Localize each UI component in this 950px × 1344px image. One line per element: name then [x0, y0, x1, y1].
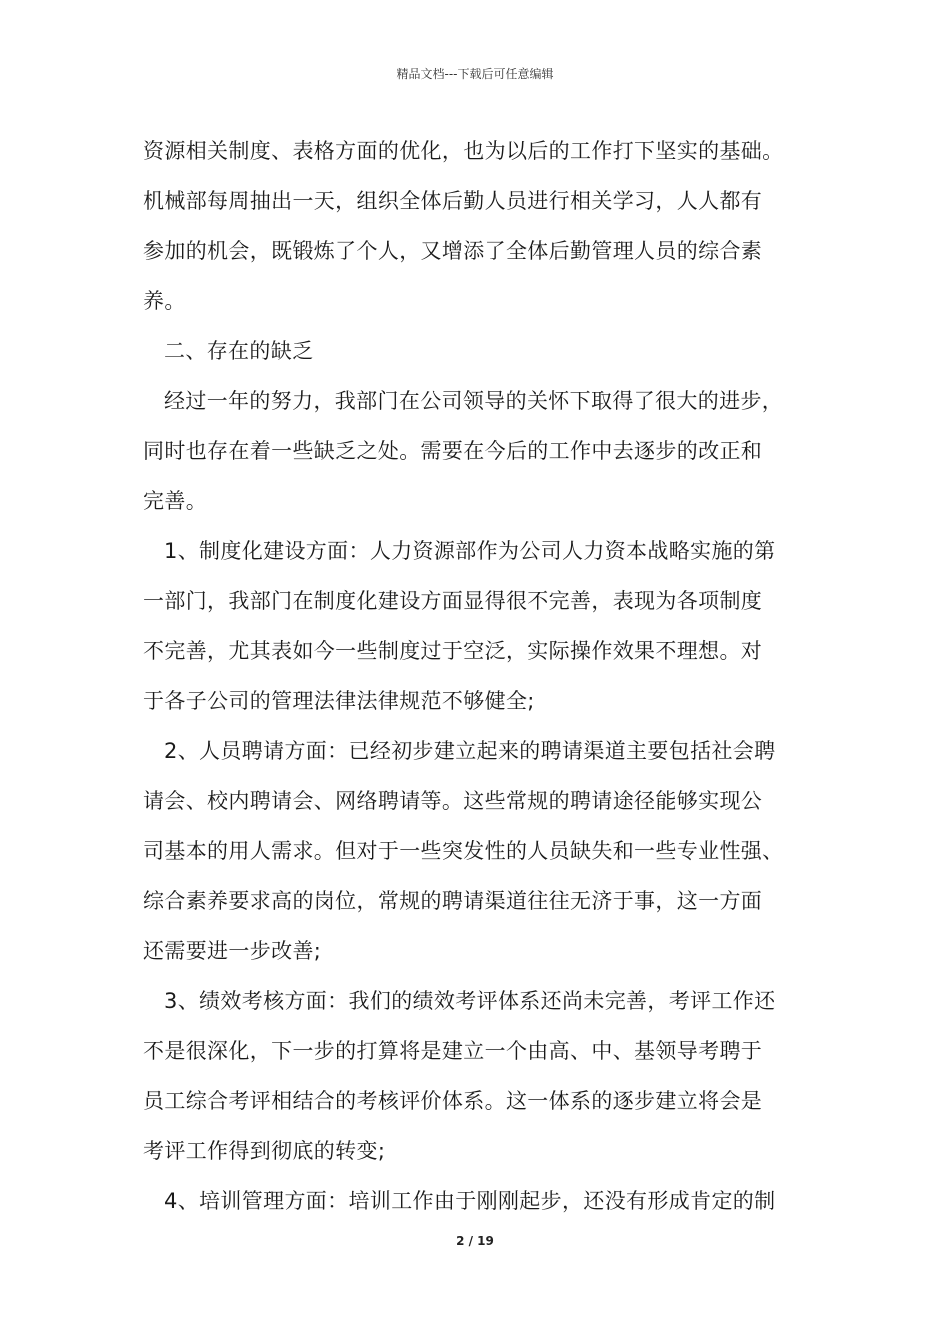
- list-item-start: 2、人员聘请方面：已经初步建立起来的聘请渠道主要包括社会聘: [164, 739, 776, 763]
- text-line: 不完善，尤其表如今一些制度过于空泛，实际操作效果不理想。对: [143, 639, 763, 663]
- text-line: 经过一年的努力，我部门在公司领导的关怀下取得了很大的进步，: [164, 389, 784, 413]
- section-heading: 二、存在的缺乏: [164, 339, 314, 363]
- text-line: 于各子公司的管理法律法律规范不够健全;: [143, 689, 535, 713]
- list-item-start: 1、制度化建设方面：人力资源部作为公司人力资本战略实施的第: [164, 539, 776, 563]
- text-line: 资源相关制度、表格方面的优化，也为以后的工作打下坚实的基础。: [143, 139, 784, 163]
- page-header: 精品文档---下载后可任意编辑: [396, 67, 554, 81]
- text-line: 不是很深化，下一步的打算将是建立一个由高、中、基领导考聘于: [143, 1039, 763, 1063]
- list-item-start: 3、绩效考核方面：我们的绩效考评体系还尚未完善，考评工作还: [164, 989, 776, 1013]
- text-line: 请会、校内聘请会、网络聘请等。这些常规的聘请途径能够实现公: [143, 789, 763, 813]
- page-number: 2 / 19: [456, 1234, 494, 1248]
- text-line: 司基本的用人需求。但对于一些突发性的人员缺失和一些专业性强、: [143, 839, 784, 863]
- text-line: 养。: [143, 289, 186, 313]
- text-line: 完善。: [143, 489, 208, 513]
- text-line: 同时也存在着一些缺乏之处。需要在今后的工作中去逐步的改正和: [143, 439, 763, 463]
- text-line: 参加的机会，既锻炼了个人，又增添了全体后勤管理人员的综合素: [143, 239, 763, 263]
- text-line: 机械部每周抽出一天，组织全体后勤人员进行相关学习，人人都有: [143, 189, 763, 213]
- text-line: 员工综合考评相结合的考核评价体系。这一体系的逐步建立将会是: [143, 1089, 763, 1113]
- text-line: 还需要进一步改善;: [143, 939, 322, 963]
- document-body: [143, 126, 815, 1226]
- text-line: 一部门，我部门在制度化建设方面显得很不完善，表现为各项制度: [143, 589, 763, 613]
- text-line: 综合素养要求高的岗位，常规的聘请渠道往往无济于事，这一方面: [143, 889, 763, 913]
- list-item-start: 4、培训管理方面：培训工作由于刚刚起步，还没有形成肯定的制: [164, 1189, 776, 1213]
- text-line: 考评工作得到彻底的转变;: [143, 1139, 386, 1163]
